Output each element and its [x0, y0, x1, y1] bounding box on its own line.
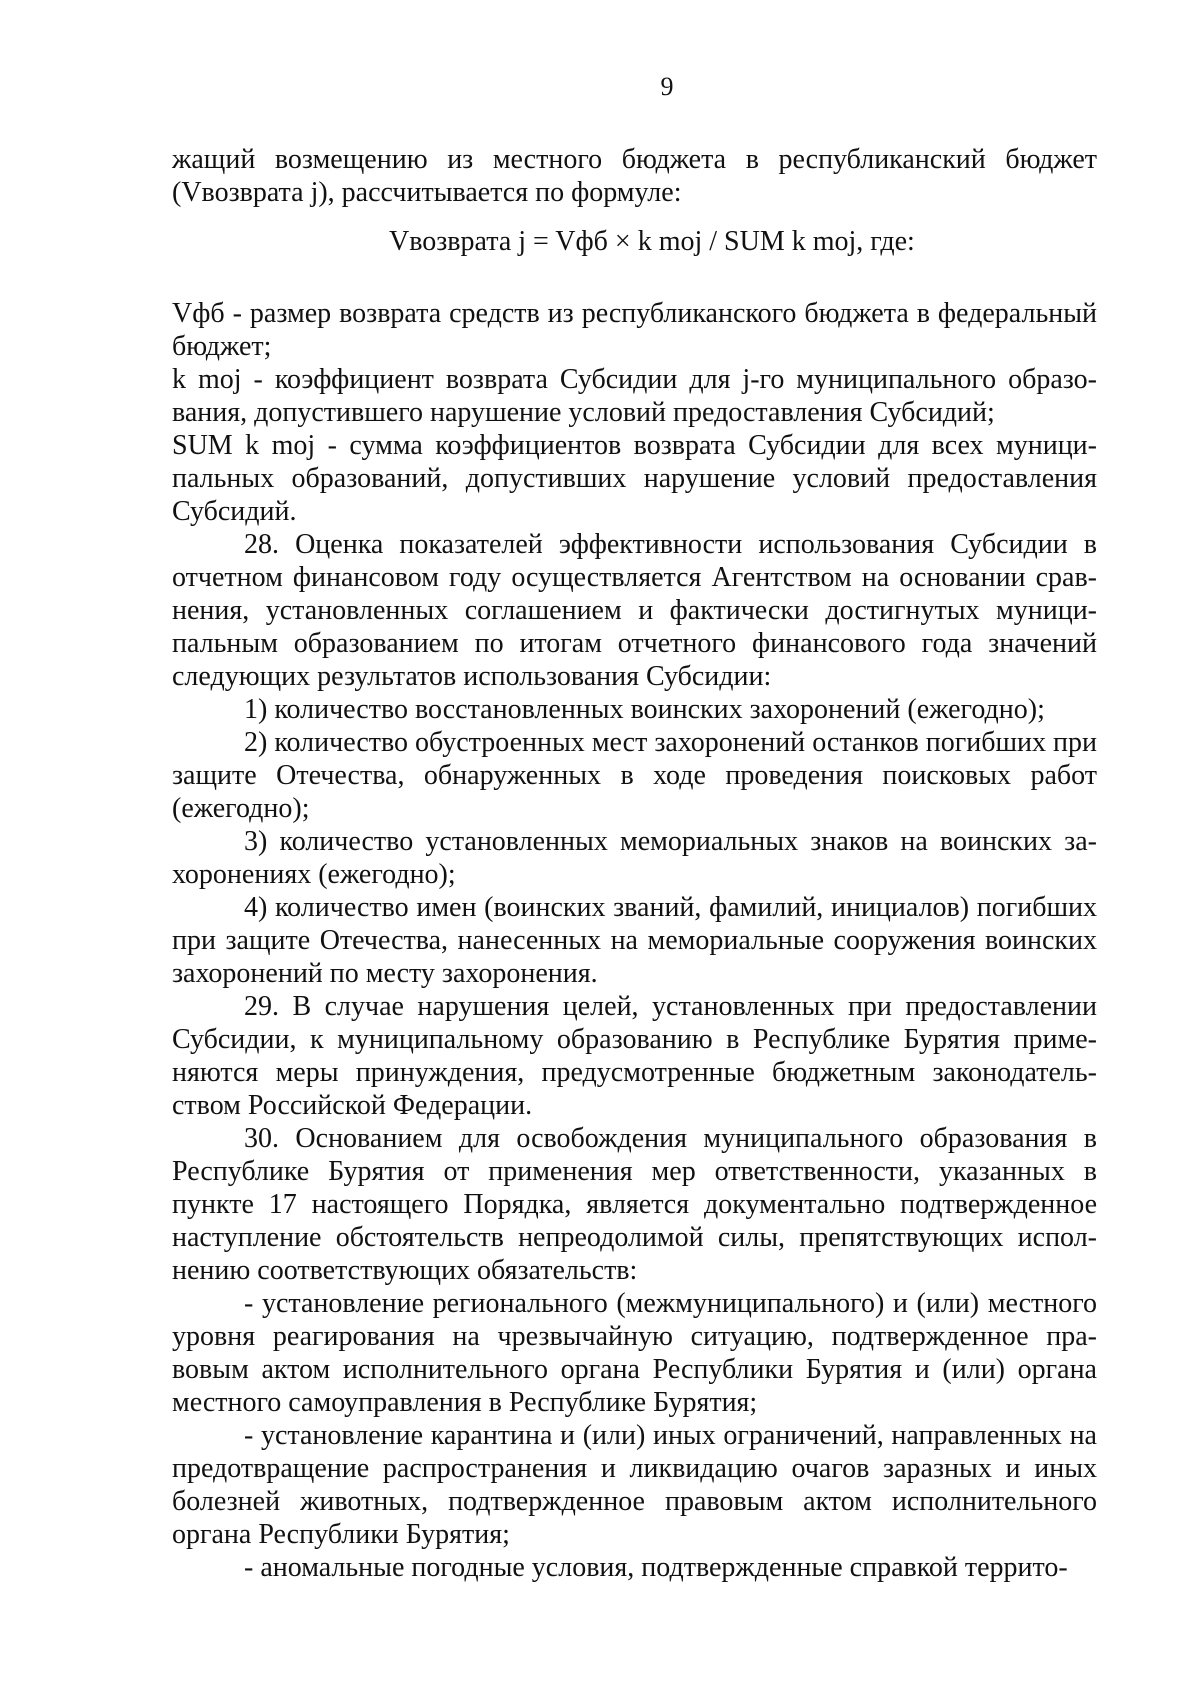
definition-sum-k-moj: SUM k moj - сумма коэффициентов возврата Субсидии для всех муниципальных образований, допустивших нарушение условий предоставления Субсидий. — [172, 430, 1097, 527]
clause-28: 28. Оценка показателей эффективности использования Субсидии в отчетном финансовом году осуществляется Агентством на основании сравнения, установленных соглашением и фактически достигнутых муниципальным образованием по итогам отчетного финансового года значений следующих результатов использования Субсидии: — [172, 529, 1097, 692]
formula-line: Vвозврата j = Vфб × k moj / SUM k moj, где: — [389, 226, 915, 257]
list-item-1: 1) количество восстановленных воинских захоронений (ежегодно); — [244, 694, 1045, 725]
bullet-item-weather: - аномальные погодные условия, подтвержденные справкой террито- — [244, 1552, 1068, 1583]
paragraph-formula-intro: жащий возмещению из местного бюджета в республиканский бюджет (Vвозврата j), рассчитывается по формуле: — [172, 144, 1097, 208]
definition-k-moj: k moj - коэффициент возврата Субсидии для j-го муниципального образования, допустившего нарушение условий предоставления Субсидий; — [172, 364, 1097, 428]
clause-30: 30. Основанием для освобождения муниципального образования в Республике Бурятия от применения мер ответственности, указанных в пункте 17 настоящего Порядка, является документально подтвержденное наступление обстоятельств непреодолимой силы, препятствующих исполнению соответствующих обязательств: — [172, 1123, 1097, 1286]
bullet-item-quarantine: - установление карантина и (или) иных ограничений, направленных на предотвращение распространения и ликвидацию очагов заразных и иных болезней животных, подтвержденное правовым актом исполнительного органа Республики Бурятия; — [172, 1420, 1097, 1550]
clause-29: 29. В случае нарушения целей, установленных при предоставлении Субсидии, к муниципальному образованию в Республике Бурятия применяются меры принуждения, предусмотренные бюджетным законодательством Российской Федерации. — [172, 991, 1097, 1121]
list-item-4: 4) количество имен (воинских званий, фамилий, инициалов) погибших при защите Отечества, нанесенных на мемориальные сооружения воинских захоронений по месту захоронения. — [172, 892, 1097, 989]
list-item-3: 3) количество установленных мемориальных знаков на воинских захоронениях (ежегодно); — [172, 826, 1097, 890]
definition-vfb: Vфб - размер возврата средств из республиканского бюджета в федеральный бюджет; — [172, 298, 1097, 362]
bullet-item-emergency: - установление регионального (межмуниципального) и (или) местного уровня реагирования на чрезвычайную ситуацию, подтвержденное правовым актом исполнительного органа Республики Бурятия и (или) органа местного самоуправления в Республике Бурятия; — [172, 1288, 1097, 1418]
document-body — [172, 143, 1097, 1584]
page-number: 9 — [660, 72, 674, 101]
list-item-2: 2) количество обустроенных мест захоронений останков погибших при защите Отечества, обнаруженных в ходе проведения поисковых работ (ежегодно); — [172, 727, 1097, 824]
